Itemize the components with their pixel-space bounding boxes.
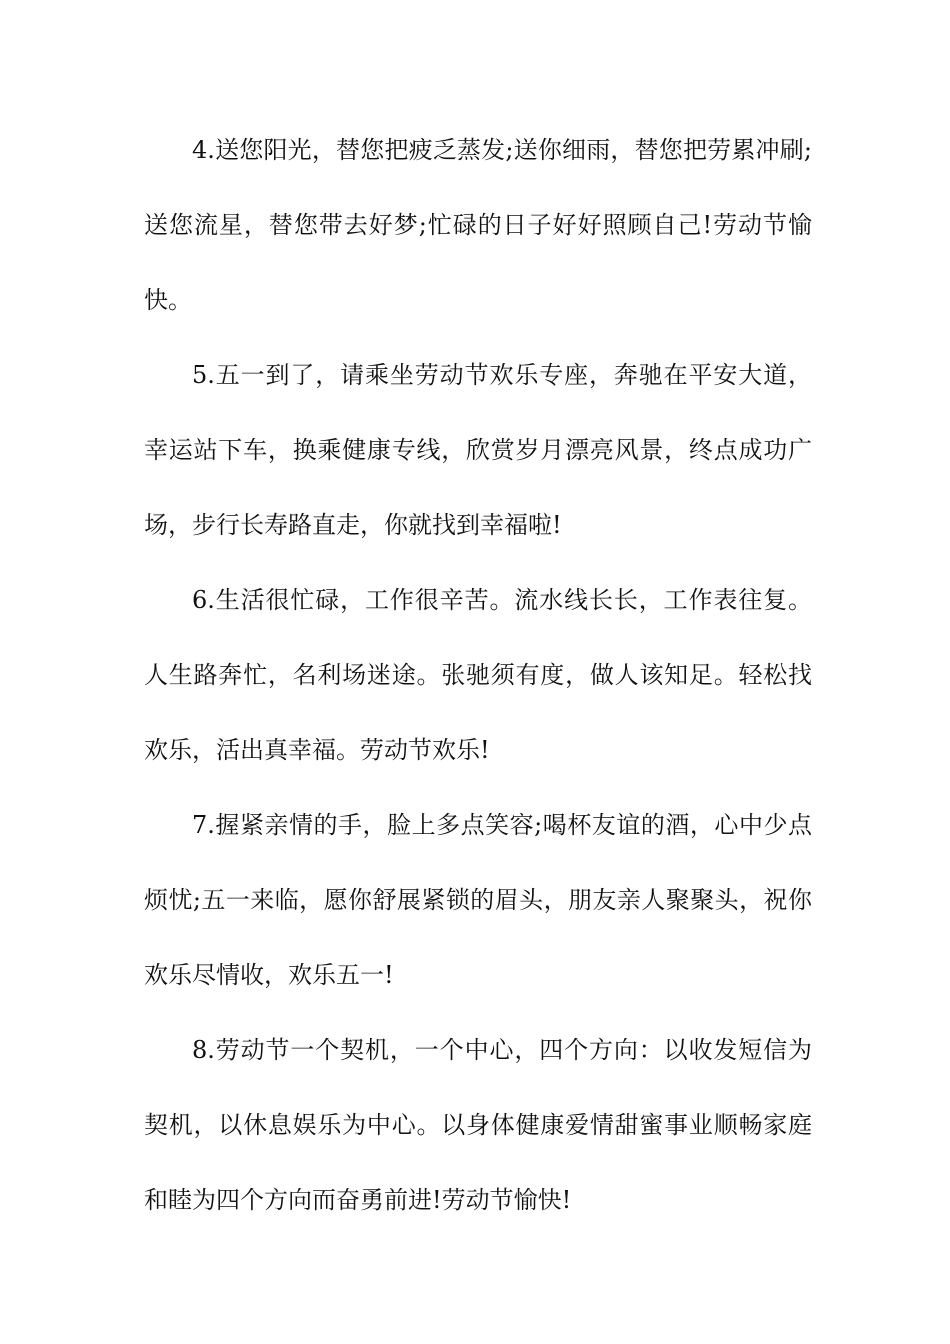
document-body [144, 113, 812, 1238]
paragraph-5: 5.五一到了，请乘坐劳动节欢乐专座，奔驰在平安大道，幸运站下车，换乘健康专线，欣赏岁月漂亮风景，终点成功广场，步行长寿路直走，你就找到幸福啦! [144, 361, 812, 539]
paragraph-8: 8.劳动节一个契机，一个中心，四个方向：以收发短信为契机，以休息娱乐为中心。以身体健康爱情甜蜜事业顺畅家庭和睦为四个方向而奋勇前进!劳动节愉快! [144, 1036, 812, 1214]
paragraph-7: 7.握紧亲情的手，脸上多点笑容;喝杯友谊的酒，心中少点烦忧;五一来临，愿你舒展紧锁的眉头，朋友亲人聚聚头，祝你欢乐尽情收，欢乐五一! [144, 811, 812, 989]
paragraph-4: 4.送您阳光，替您把疲乏蒸发;送你细雨，替您把劳累冲刷;送您流星，替您带去好梦;忙碌的日子好好照顾自己!劳动节愉快。 [144, 136, 812, 314]
paragraph-6: 6.生活很忙碌，工作很辛苦。流水线长长，工作表往复。人生路奔忙，名利场迷途。张驰须有度，做人该知足。轻松找欢乐，活出真幸福。劳动节欢乐! [144, 586, 812, 764]
